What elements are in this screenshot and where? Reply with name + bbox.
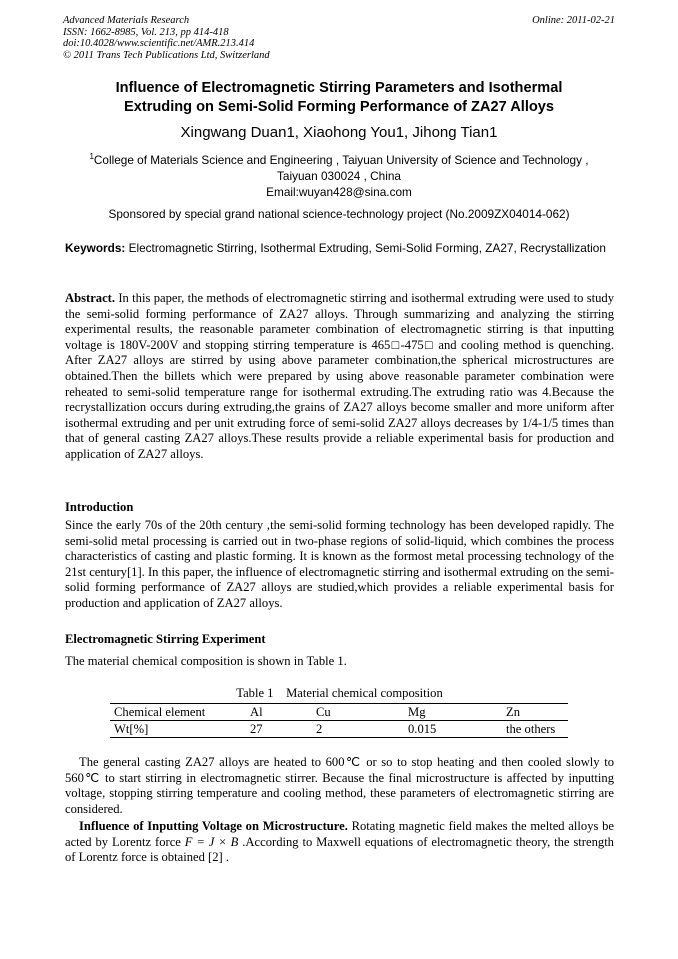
author-email: Email:wuyan428@sina.com: [266, 185, 412, 199]
affiliation: [60, 149, 618, 184]
voltage-text-before: Rotating magnetic field makes the melted alloys be acted by Lorentz force: [65, 819, 614, 849]
abstract-label: Abstract.: [65, 291, 116, 305]
journal-header: [63, 15, 615, 61]
keywords: [65, 240, 614, 256]
table-header-cell: Zn: [502, 704, 568, 721]
abstract-text: In this paper, the methods of electromagnetic stirring and isothermal extruding were used to study the semi-solid forming performance of ZA27 alloys. Through summarizing and analyzing the stirring experimental results, the reasonable parameter combination of electromagnetic stirring is that inputting voltage is 180V-200V and stopping stirring temperature is 465□-475□ and cooling method is quenching. After ZA27 alloys are stirred by using above parameter combination,the spherical microstructures are obtained.Then the billets which were prepared by using above reasonable parameter combination were reheated to semi-solid temperature range for isothermal extruding.The extruding ratio was 4.Because the recrystallization occurs during extruding,the grains of ZA27 alloys become smaller and more uniform after isothermal extruding and per unit extruding force of semi-solid ZA27 alloys decreases by 1/4-1/5 times than that of general casting ZA27 alloys.These results provide a reliable experimental basis for production and application of ZA27 alloys.: [65, 291, 614, 461]
journal-copyright: © 2011 Trans Tech Publications Ltd, Switzerland: [63, 49, 270, 61]
table-cell: 27: [246, 721, 312, 738]
affiliation-marker: 1: [89, 152, 94, 161]
voltage-text-after: .According to Maxwell equations of electromagnetic theory, the strength of Lorentz force is obtained [2] .: [65, 834, 614, 865]
title-line-2: Extruding on Semi-Solid Forming Performance of ZA27 Alloys: [123, 99, 555, 115]
table-caption: Table 1 Material chemical composition: [236, 686, 443, 700]
lorentz-formula: F = J × B: [184, 834, 239, 849]
experiment-intro: The material chemical composition is shown in Table 1.: [65, 654, 347, 668]
table-header-row: [110, 704, 568, 721]
abstract: [65, 291, 614, 463]
table-cell: the others: [502, 721, 568, 738]
affiliation-line-1: College of Materials Science and Engineering , Taiyuan University of Science and Technology ,: [93, 153, 589, 167]
experiment-heading: Electromagnetic Stirring Experiment: [65, 632, 266, 646]
sponsor-note: Sponsored by special grand national science-technology project (No.2009ZX04014-062): [108, 207, 570, 221]
table-row: [110, 721, 568, 738]
table-header-cell: Chemical element: [110, 704, 246, 721]
title-line-1: Influence of Electromagnetic Stirring Parameters and Isothermal: [115, 80, 563, 96]
table-cell: 2: [312, 721, 404, 738]
table-header-cell: Cu: [312, 704, 404, 721]
table-cell: Wt[%]: [110, 721, 246, 738]
affiliation-line-2: Taiyuan 030024 , China: [277, 169, 401, 183]
keywords-text: Electromagnetic Stirring, Isothermal Extruding, Semi-Solid Forming, ZA27, Recrystallization: [125, 241, 606, 255]
table-header-cell: Mg: [404, 704, 502, 721]
authors: Xingwang Duan1, Xiaohong You1, Jihong Tian1: [180, 124, 498, 141]
journal-doi: doi:10.4028/www.scientific.net/AMR.213.414: [63, 38, 255, 49]
journal-name: Advanced Materials Research: [63, 15, 190, 26]
introduction-heading: Introduction: [65, 500, 134, 514]
keywords-label: Keywords:: [65, 241, 126, 255]
table-cell: 0.015: [404, 721, 502, 738]
voltage-subheading: Influence of Inputting Voltage on Microstructure.: [79, 819, 348, 833]
online-date: Online: 2011-02-21: [532, 15, 615, 26]
journal-issn: ISSN: 1662-8985, Vol. 213, pp 414-418: [63, 26, 229, 38]
paper-title: [60, 79, 618, 117]
composition-table: [110, 703, 568, 738]
voltage-paragraph: [65, 819, 614, 866]
introduction-paragraph: Since the early 70s of the 20th century ,the semi-solid forming technology has been developed rapidly. The semi-solid metal processing is carried out in two-phase regions of solid-liquid, which combines the process characteristics of casting and plastic forming. It is known as the formost metal processing technology of the 21st century[1]. In this paper, the influence of electromagnetic stirring and isothermal extruding on the semi-solid forming performance of ZA27 alloys are studied,which provides a reliable experimental basis for production and application of ZA27 alloys.: [65, 518, 614, 610]
casting-paragraph: The general casting ZA27 alloys are heated to 600℃ or so to stop heating and then cooled slowly to 560℃ to start stirring in electromagnetic stirrer. Because the final microstructure is affected by inputting voltage, stopping stirring temperature and cooling method, these parameters of electromagnetic stirring are considered.: [65, 755, 614, 816]
table-header-cell: Al: [246, 704, 312, 721]
